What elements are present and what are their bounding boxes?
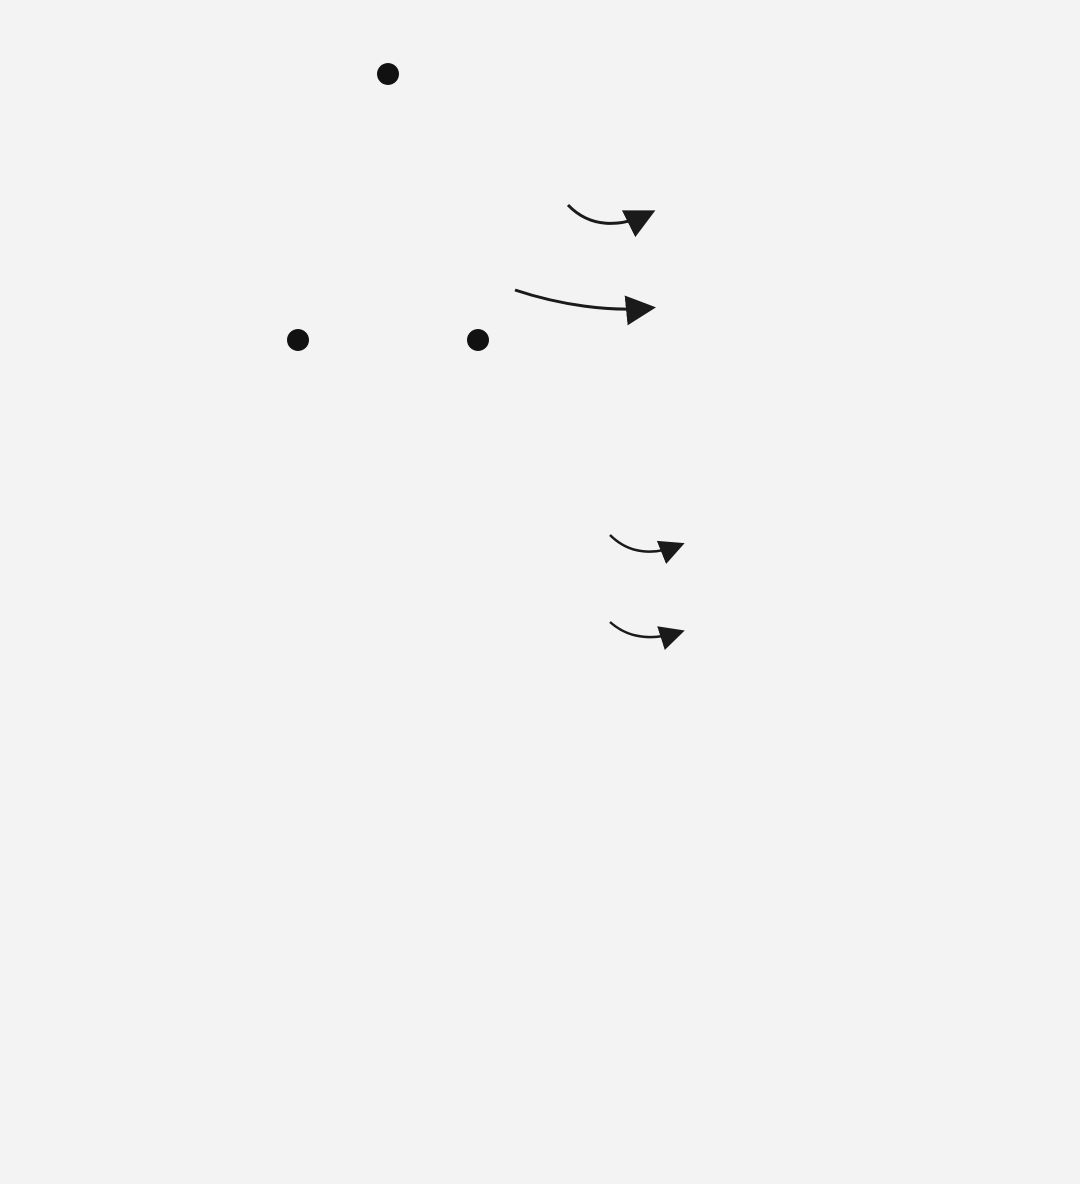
arrow-neuron-annotation xyxy=(568,205,650,223)
traditional-top-node xyxy=(377,63,399,85)
arrow-synapse-annotation xyxy=(515,290,650,309)
traditional-bottom-node-left xyxy=(287,329,309,351)
traditional-bottom-node-right xyxy=(467,329,489,351)
arrow-kan-neuron-annotation xyxy=(610,622,680,637)
arrow-kan-synapse-annotation xyxy=(610,535,680,552)
